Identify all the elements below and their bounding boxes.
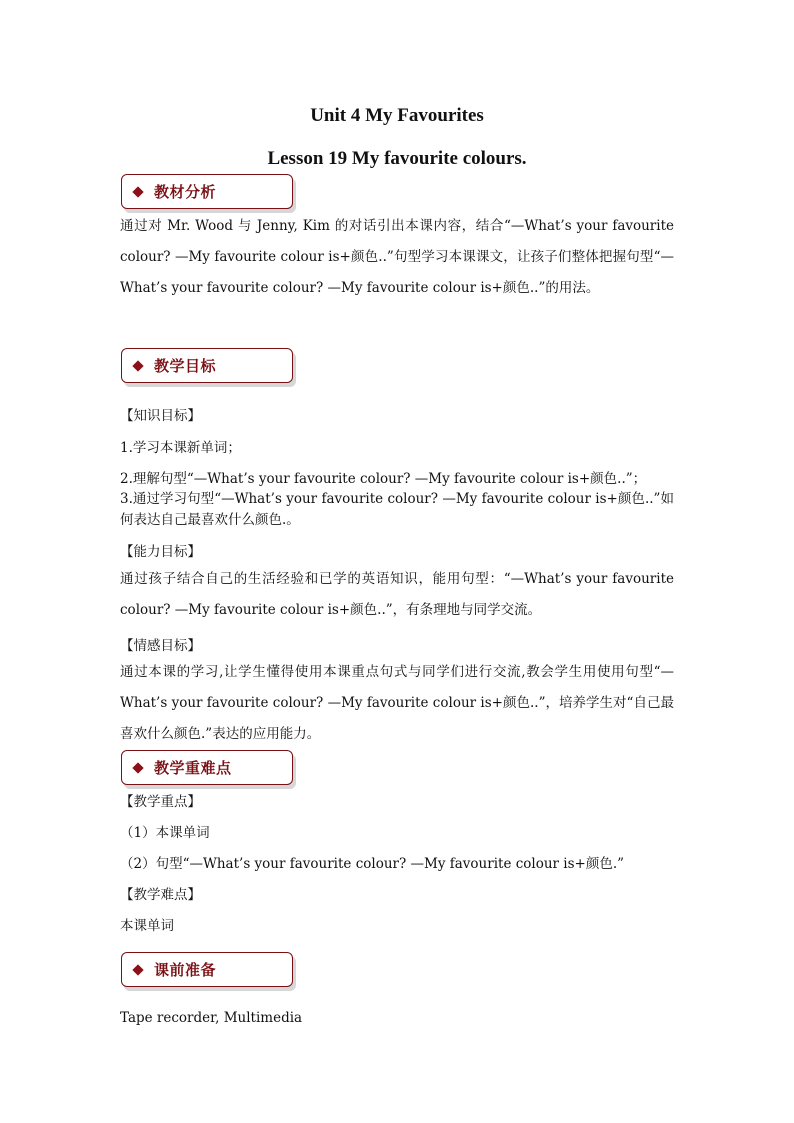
lesson-title: Lesson 19 My favourite colours. bbox=[267, 148, 527, 169]
preparation-text: Tape recorder, Multimedia bbox=[120, 1010, 303, 1026]
emotion-heading: 【情感目标】 bbox=[120, 638, 201, 654]
knowledge-item-1: 1.学习本课新单词； bbox=[120, 440, 241, 456]
section-label: 课前准备 bbox=[154, 961, 217, 979]
difficulty-heading: 【教学难点】 bbox=[120, 887, 201, 903]
section-label: 教学重难点 bbox=[154, 759, 232, 777]
difficulty-text: 本课单词 bbox=[120, 918, 174, 934]
diamond-bullet-icon bbox=[132, 186, 143, 197]
diamond-bullet-icon bbox=[132, 964, 143, 975]
section-header-preparation bbox=[121, 952, 293, 987]
knowledge-heading: 【知识目标】 bbox=[120, 408, 201, 424]
section-label: 教材分析 bbox=[154, 183, 217, 201]
section-label: 教学目标 bbox=[154, 357, 217, 375]
emotion-text: 通过本课的学习,让学生懂得使用本课重点句式与同学们进行交流,教会学生用使用句型“—What’s your favourite colour? —My favourite colour is+颜色..”，培养学生对“自己最喜欢什么颜色.”表达的应用能力。 bbox=[120, 664, 674, 742]
materials-analysis-text: 通过对 Mr. Wood 与 Jenny, Kim 的对话引出本课内容，结合“—What’s your favourite colour? —My favourite colour is+颜色..”句型学习本课课文，让孩子们整体把握句型“—What’s your favourite colour? —My favourite colour is+颜色..”的用法。 bbox=[120, 218, 674, 296]
unit-title: Unit 4 My Favourites bbox=[310, 105, 484, 126]
focus-item-2: （2）句型“—What’s your favourite colour? —My favourite colour is+颜色.” bbox=[120, 856, 625, 872]
knowledge-item-3: 3.通过学习句型“—What’s your favourite colour? —My favourite colour is+颜色..”如何表达自己最喜欢什么颜色.。 bbox=[120, 491, 674, 528]
diamond-bullet-icon bbox=[132, 762, 143, 773]
diamond-bullet-icon bbox=[132, 360, 143, 371]
section-header-materials bbox=[121, 174, 293, 209]
ability-heading: 【能力目标】 bbox=[120, 544, 201, 560]
ability-text: 通过孩子结合自己的生活经验和已学的英语知识，能用句型：“—What’s your favourite colour? —My favourite colour is+颜色..”，有条理地与同学交流。 bbox=[120, 571, 674, 618]
knowledge-item-2: 2.理解句型“—What’s your favourite colour? —My favourite colour is+颜色..”； bbox=[120, 471, 647, 487]
focus-item-1: （1）本课单词 bbox=[120, 825, 210, 841]
section-header-key-points bbox=[121, 750, 293, 785]
focus-heading: 【教学重点】 bbox=[120, 794, 201, 810]
section-header-objectives bbox=[121, 348, 293, 383]
